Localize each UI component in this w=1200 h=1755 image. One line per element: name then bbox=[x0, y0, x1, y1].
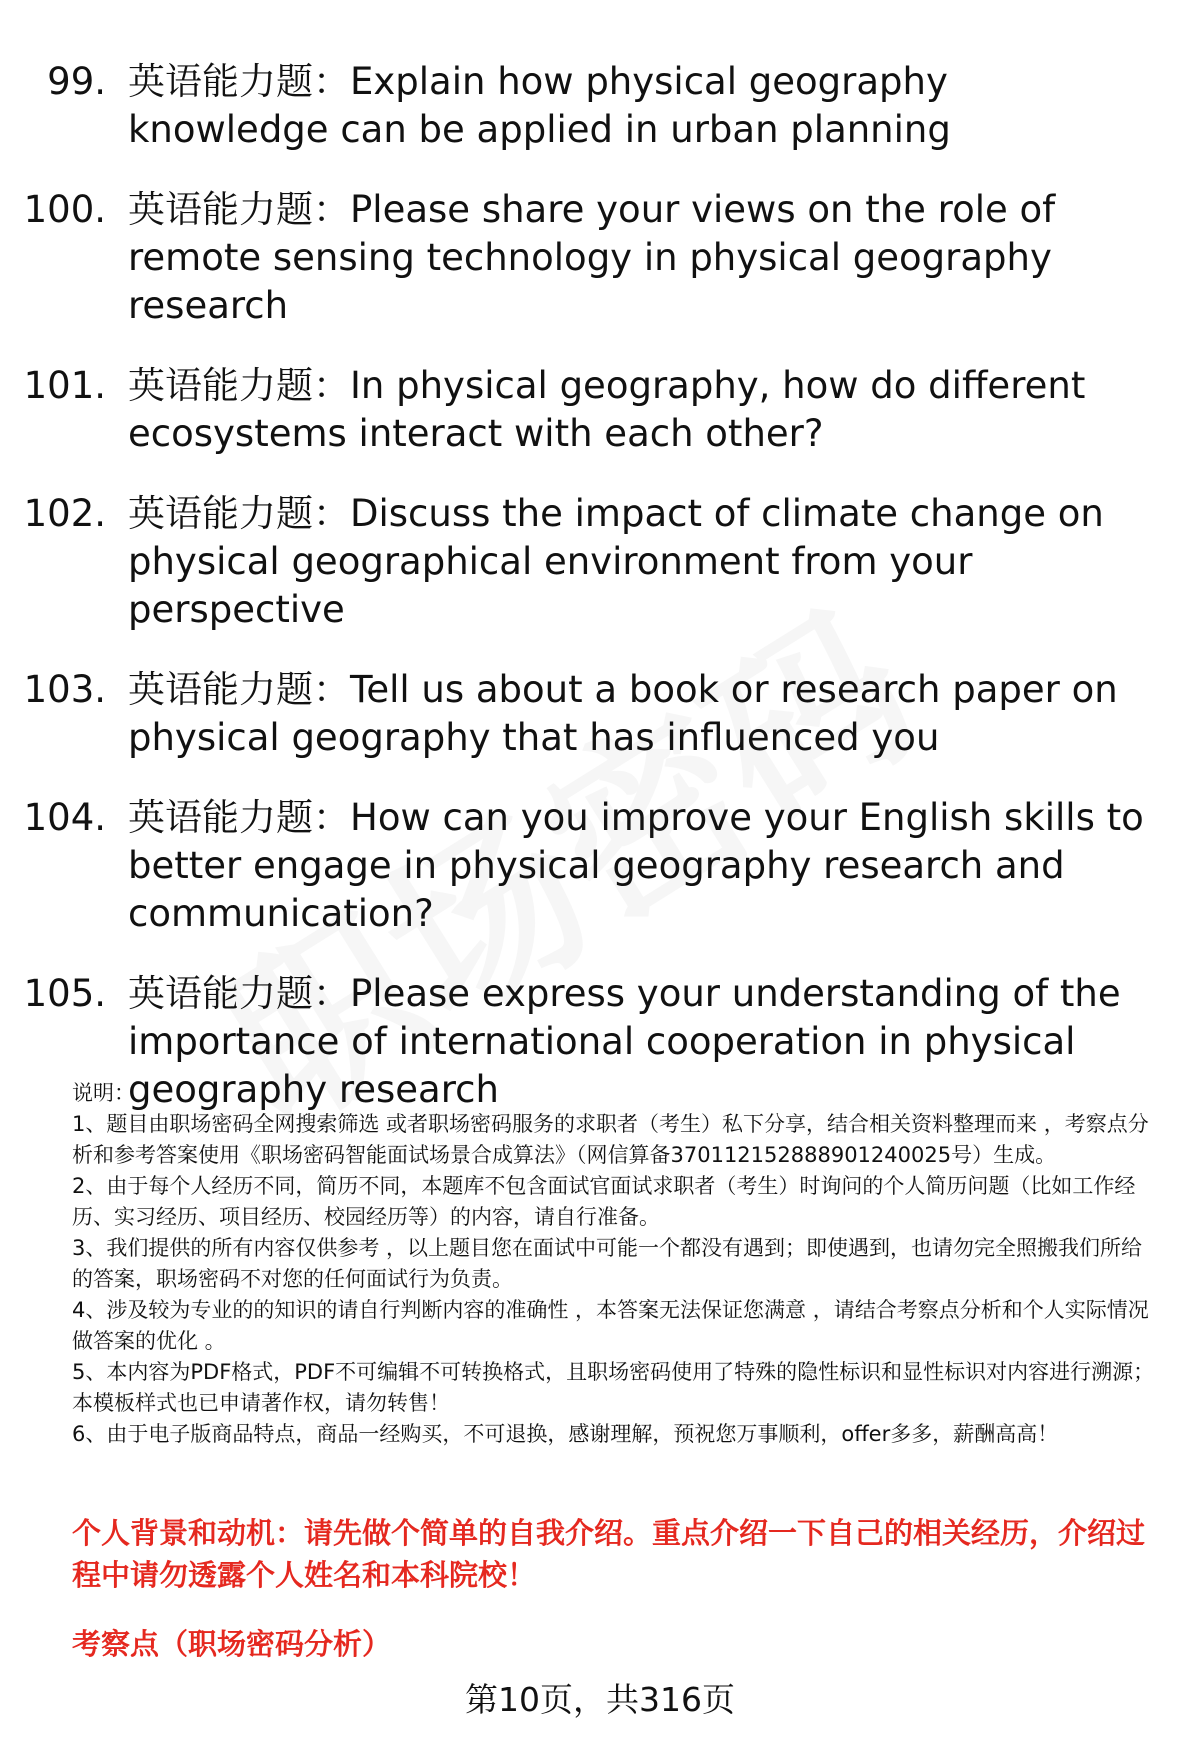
question-item bbox=[0, 186, 1200, 330]
question-text: 英语能力题：Tell us about a book or research paper on physical geography that has influenced you bbox=[128, 668, 1118, 759]
question-item bbox=[0, 666, 1200, 762]
question-number: 105. bbox=[23, 972, 106, 1015]
page-footer: 第10页，共316页 bbox=[465, 1680, 735, 1719]
question-text: 英语能力题：Explain how physical geography knowledge can be applied in urban planning bbox=[128, 60, 951, 151]
question-item bbox=[0, 794, 1200, 938]
question-number: 103. bbox=[23, 668, 106, 711]
question-item bbox=[0, 362, 1200, 458]
question-number: 100. bbox=[23, 188, 106, 231]
question-list bbox=[0, 58, 1200, 1146]
personal-background-prompt: 个人背景和动机：请先做个简单的自我介绍。重点介绍一下自己的相关经历，介绍过程中请勿透露个人姓名和本科院校！ bbox=[72, 1516, 1146, 1592]
question-text: 英语能力题：Please express your understanding of the importance of international cooperation in physical geography research bbox=[128, 972, 1121, 1111]
note-item: 4、涉及较为专业的的知识的请自行判断内容的准确性 ，本答案无法保证您满意 ，请结合考察点分析和个人实际情况做答案的优化 。 bbox=[72, 1298, 1149, 1353]
question-text: 英语能力题：How can you improve your English skills to better engage in physical geography research and communication? bbox=[128, 796, 1144, 935]
analysis-heading: 考察点（职场密码分析） bbox=[72, 1627, 392, 1661]
notes-heading: 说明： bbox=[72, 1081, 135, 1105]
question-number: 102. bbox=[23, 492, 106, 535]
note-item: 6、由于电子版商品特点，商品一经购买，不可退换，感谢理解，预祝您万事顺利，offer多多，薪酬高高！ bbox=[72, 1422, 1059, 1446]
question-item bbox=[0, 58, 1200, 154]
question-text: 英语能力题：Discuss the impact of climate change on physical geographical environment from your perspective bbox=[128, 492, 1104, 631]
question-text: 英语能力题：In physical geography, how do different ecosystems interact with each other? bbox=[128, 364, 1086, 455]
note-item: 1、题目由职场密码全网搜索筛选 或者职场密码服务的求职者（考生）私下分享，结合相关资料整理而来 ，考察点分析和参考答案使用《职场密码智能面试场景合成算法》（网信算备370112152888901240025号）生成。 bbox=[72, 1112, 1149, 1167]
note-item: 5、本内容为PDF格式，PDF不可编辑不可转换格式，且职场密码使用了特殊的隐性标识和显性标识对内容进行溯源；本模板样式也已申请著作权，请勿转售！ bbox=[72, 1360, 1155, 1415]
question-item bbox=[0, 490, 1200, 634]
note-item: 2、由于每个人经历不同，简历不同，本题库不包含面试官面试求职者（考生）时询问的个人简历问题（比如工作经历、实习经历、项目经历、校园经历等）的内容，请自行准备。 bbox=[72, 1174, 1136, 1229]
question-number: 99. bbox=[47, 60, 106, 103]
question-text: 英语能力题：Please share your views on the role of remote sensing technology in physical geography research bbox=[128, 188, 1056, 327]
note-item: 3、我们提供的所有内容仅供参考 ，以上题目您在面试中可能一个都没有遇到；即使遇到，也请勿完全照搬我们所给的答案，职场密码不对您的任何面试行为负责。 bbox=[72, 1236, 1143, 1291]
question-number: 104. bbox=[23, 796, 106, 839]
notes-section bbox=[72, 1078, 1157, 1450]
question-number: 101. bbox=[23, 364, 106, 407]
